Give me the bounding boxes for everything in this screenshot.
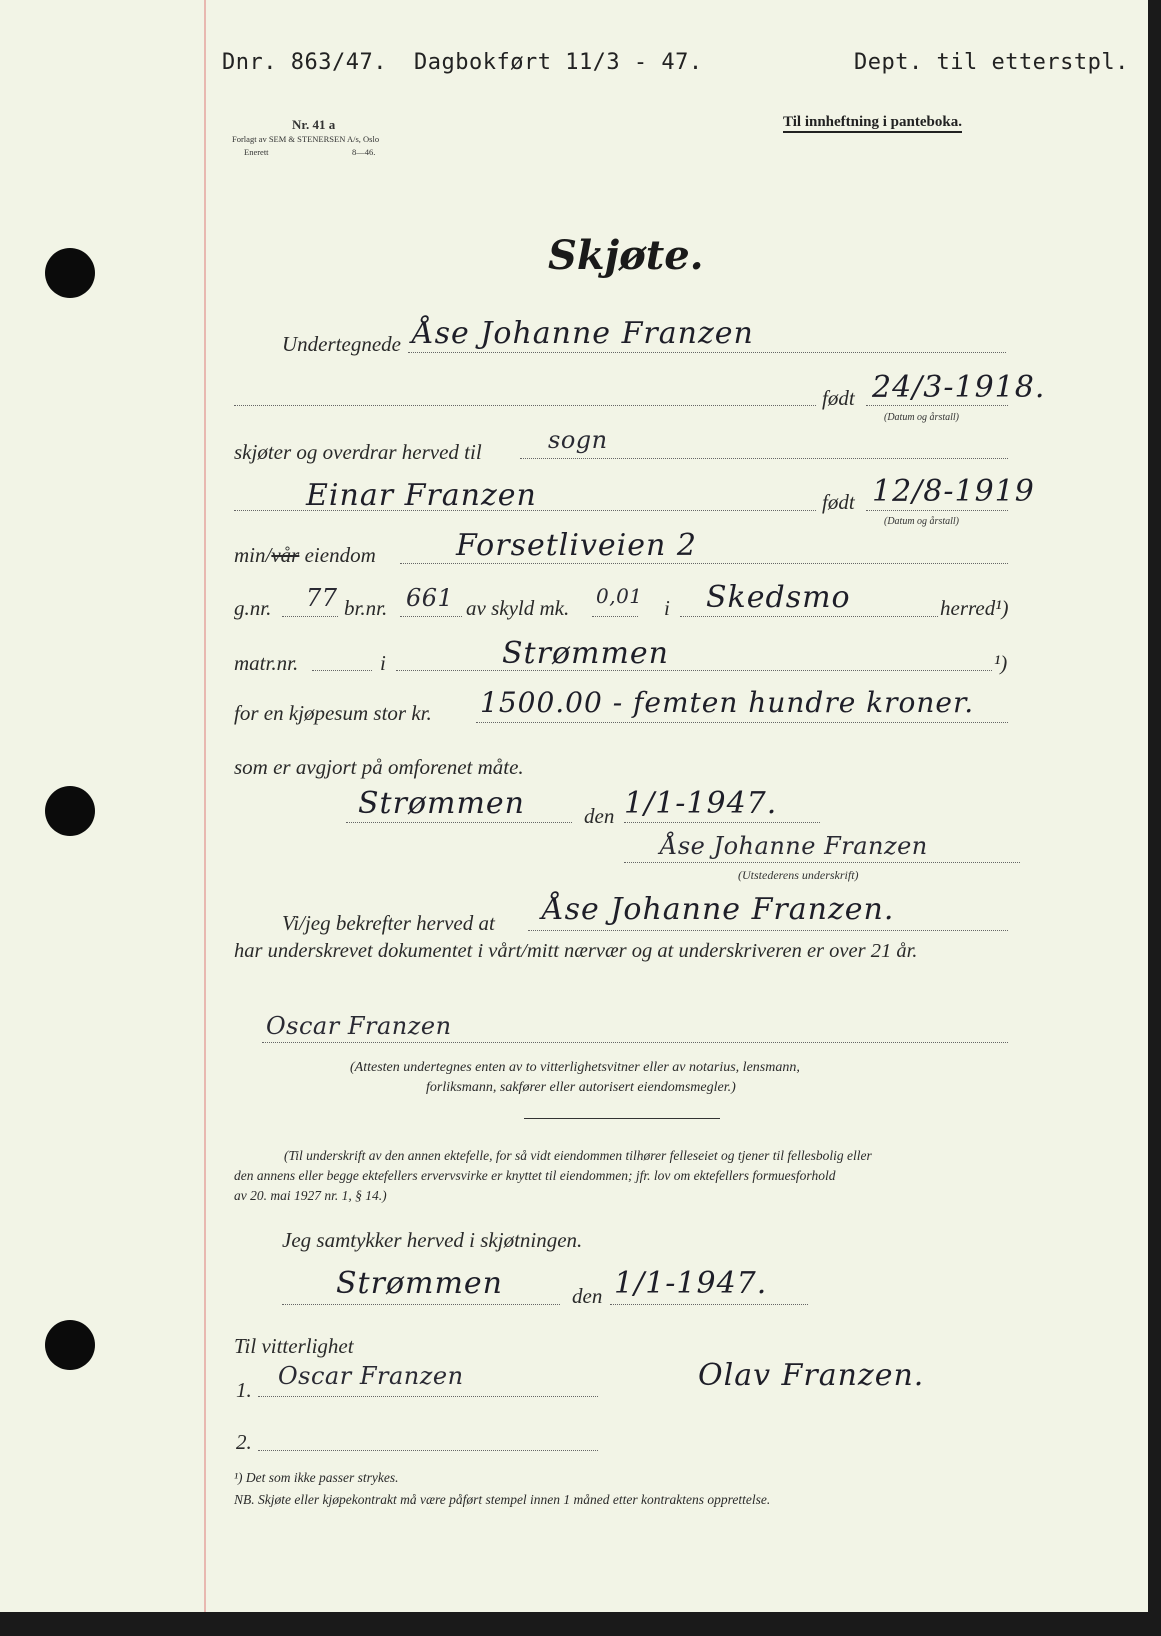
- footnote-2: NB. Skjøte eller kjøpekontrakt må være påført stempel innen 1 måned etter kontraktens opprettelse.: [234, 1492, 771, 1507]
- punch-hole-middle: [45, 786, 95, 836]
- document-title: Skjøte.: [548, 232, 704, 279]
- gnr-value: 77: [306, 584, 338, 612]
- buyer-fodt-label: født: [822, 490, 855, 514]
- punch-hole-top: [45, 248, 95, 298]
- witness-signature: Oscar Franzen: [266, 1012, 452, 1040]
- vitterlighet-label: Til vitterlighet: [234, 1334, 354, 1358]
- matr-end: ¹): [994, 651, 1008, 675]
- publisher-enerett: Enerett: [244, 147, 269, 157]
- datum-hint-2: (Datum og årstall): [884, 516, 959, 527]
- kjopesum-label: for en kjøpesum stor kr.: [234, 701, 432, 725]
- seller-name: Åse Johanne Franzen: [412, 316, 754, 351]
- punch-hole-bottom: [45, 1320, 95, 1370]
- skjoter-label: skjøter og overdrar herved til: [234, 440, 482, 464]
- margin-line: [204, 0, 206, 1612]
- witness-1-label: 1.: [236, 1378, 252, 1402]
- date-value: 1/1-1947.: [624, 786, 778, 821]
- datum-hint: (Datum og årstall): [884, 412, 959, 423]
- property-address: Forsetliveien 2: [456, 528, 697, 563]
- dagbok-date: Dagbokført 11/3 - 47.: [414, 50, 703, 75]
- den2-label: den: [572, 1284, 603, 1308]
- footnote-1: ¹) Det som ikke passer strykes.: [234, 1470, 399, 1485]
- date2-value: 1/1-1947.: [614, 1266, 768, 1301]
- underskrevet-text: har underskrevet dokumentet i vårt/mitt nærvær og at underskriveren er over 21 år.: [234, 940, 918, 962]
- vi-label: Vi/jeg bekrefter herved at: [282, 911, 495, 935]
- spouse-note-2: den annens eller begge ektefellers ervervsvirke er knyttet til eiendommen; jfr. lov om ektefellers formuesforhold: [234, 1168, 836, 1183]
- seller-birthdate: 24/3-1918.: [872, 370, 1046, 405]
- attest-note-2: forliksmann, sakfører eller autorisert eiendomsmegler.): [426, 1080, 736, 1095]
- brnr-value: 661: [406, 584, 454, 612]
- skyld-label: av skyld mk.: [466, 596, 570, 620]
- utsteder-hint: (Utstederens underskrift): [738, 868, 859, 882]
- avgjort-text: som er avgjort på omforenet måte.: [234, 755, 524, 779]
- den-label: den: [584, 804, 615, 828]
- gnr-label: g.nr.: [234, 596, 272, 620]
- dept-note: Dept. til etterstpl.: [854, 50, 1129, 75]
- place2-value: Strømmen: [336, 1266, 503, 1301]
- buyer-name: Einar Franzen: [306, 478, 537, 513]
- matr-i-label: i: [380, 651, 386, 675]
- buyer-birthdate: 12/8-1919: [872, 474, 1035, 509]
- spouse-note-3: av 20. mai 1927 nr. 1, § 14.): [234, 1188, 387, 1203]
- form-number: Nr. 41 a: [292, 117, 336, 132]
- undertegnede-label: Undertegnede: [282, 332, 401, 356]
- eiendom-label: min/vår eiendom: [234, 543, 376, 567]
- vi-value: Åse Johanne Franzen.: [542, 892, 895, 927]
- spouse-signature: Olav Franzen.: [698, 1358, 925, 1393]
- skyld-value: 0,01: [596, 584, 643, 608]
- herred-value: Skedsmo: [706, 580, 851, 615]
- publisher-line: Forlagt av SEM & STENERSEN A/s, Oslo: [232, 134, 380, 144]
- place-value: Strømmen: [358, 786, 525, 821]
- seller-signature: Åse Johanne Franzen: [660, 832, 928, 860]
- publisher-date: 8—46.: [352, 147, 376, 157]
- relation-note: sogn: [548, 426, 608, 454]
- matr-value: Strømmen: [502, 636, 669, 671]
- witness-1-signature: Oscar Franzen: [278, 1362, 464, 1390]
- witness-2-label: 2.: [236, 1430, 252, 1454]
- i-label: i: [664, 596, 670, 620]
- herred-label: herred¹): [940, 596, 1009, 620]
- spouse-note-1: (Til underskrift av den annen ektefelle, for så vidt eiendommen tilhører felleseiet og tjener til fellesbolig eller: [284, 1148, 872, 1163]
- binding-note: Til innheftning i panteboka.: [783, 114, 962, 133]
- dnr-number: Dnr. 863/47.: [222, 50, 387, 75]
- samtykker-text: Jeg samtykker herved i skjøtningen.: [282, 1228, 583, 1252]
- attest-note-1: (Attesten undertegnes enten av to vitterlighetsvitner eller av notarius, lensmann,: [350, 1060, 800, 1075]
- matr-label: matr.nr.: [234, 651, 299, 675]
- kjopesum-value: 1500.00 - femten hundre kroner.: [480, 686, 975, 719]
- brnr-label: br.nr.: [344, 596, 388, 620]
- fodt-label: født: [822, 386, 855, 410]
